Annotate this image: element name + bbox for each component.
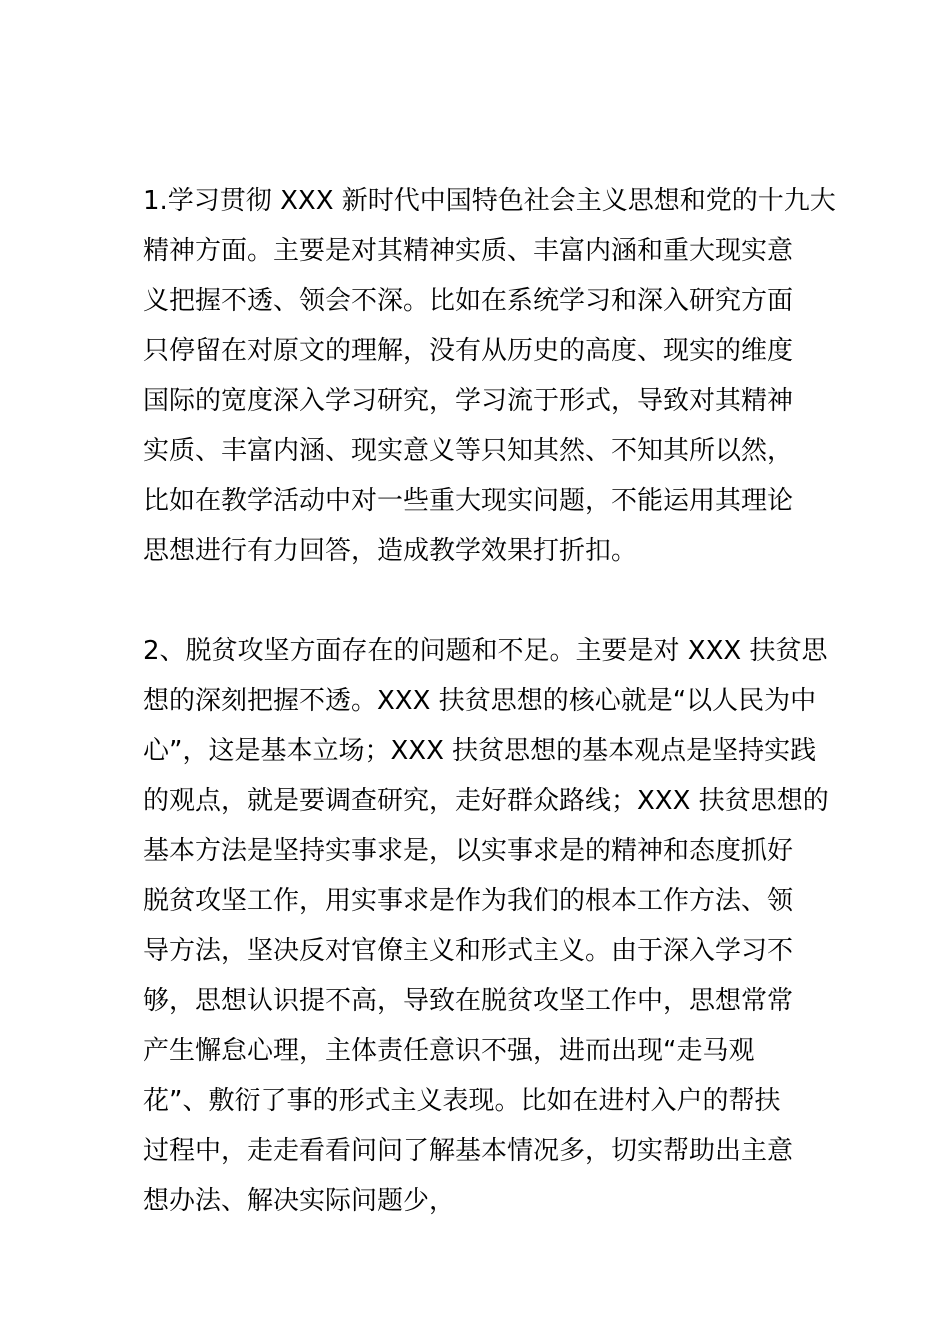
text-line: 想的深刻把握不透。XXX 扶贫思想的核心就是“以人民为中 — [143, 686, 817, 716]
paragraph-spacer — [143, 576, 809, 626]
paragraph-1 — [143, 176, 836, 576]
text-line: 实质、丰富内涵、现实意义等只知其然、不知其所以然， — [143, 436, 794, 466]
text-line: 只停留在对原文的理解，没有从历史的高度、现实的维度 — [143, 336, 794, 366]
text-line: 脱贫攻坚工作，用实事求是作为我们的根本工作方法、领 — [143, 886, 794, 916]
text-line: 过程中，走走看看问问了解基本情况多，切实帮助出主意 — [143, 1136, 794, 1166]
text-line: 想办法、解决实际问题少， — [143, 1186, 456, 1216]
text-line: 比如在教学活动中对一些重大现实问题，不能运用其理论 — [143, 486, 794, 516]
document-body — [143, 176, 836, 1226]
text-line: 产生懈怠心理，主体责任意识不强，进而出现“走马观 — [143, 1036, 755, 1066]
text-line: 花”、敷衍了事的形式主义表现。比如在进村入户的帮扶 — [143, 1086, 781, 1116]
text-line: 义把握不透、领会不深。比如在系统学习和深入研究方面 — [143, 286, 794, 316]
text-line: 1.学习贯彻 XXX 新时代中国特色社会主义思想和党的十九大 — [143, 186, 836, 216]
text-line: 思想进行有力回答，造成教学效果打折扣。 — [143, 536, 638, 566]
text-line: 的观点，就是要调查研究，走好群众路线；XXX 扶贫思想的 — [143, 786, 829, 816]
text-line: 够，思想认识提不高，导致在脱贫攻坚工作中，思想常常 — [143, 986, 794, 1016]
text-line: 基本方法是坚持实事求是，以实事求是的精神和态度抓好 — [143, 836, 794, 866]
text-line: 导方法，坚决反对官僚主义和形式主义。由于深入学习不 — [143, 936, 794, 966]
paragraph-2 — [143, 626, 829, 1226]
text-line: 国际的宽度深入学习研究，学习流于形式，导致对其精神 — [143, 386, 794, 416]
text-line: 心”，这是基本立场；XXX 扶贫思想的基本观点是坚持实践 — [143, 736, 817, 766]
text-line: 精神方面。主要是对其精神实质、丰富内涵和重大现实意 — [143, 236, 794, 266]
text-line: 2、脱贫攻坚方面存在的问题和不足。主要是对 XXX 扶贫思 — [143, 636, 828, 666]
